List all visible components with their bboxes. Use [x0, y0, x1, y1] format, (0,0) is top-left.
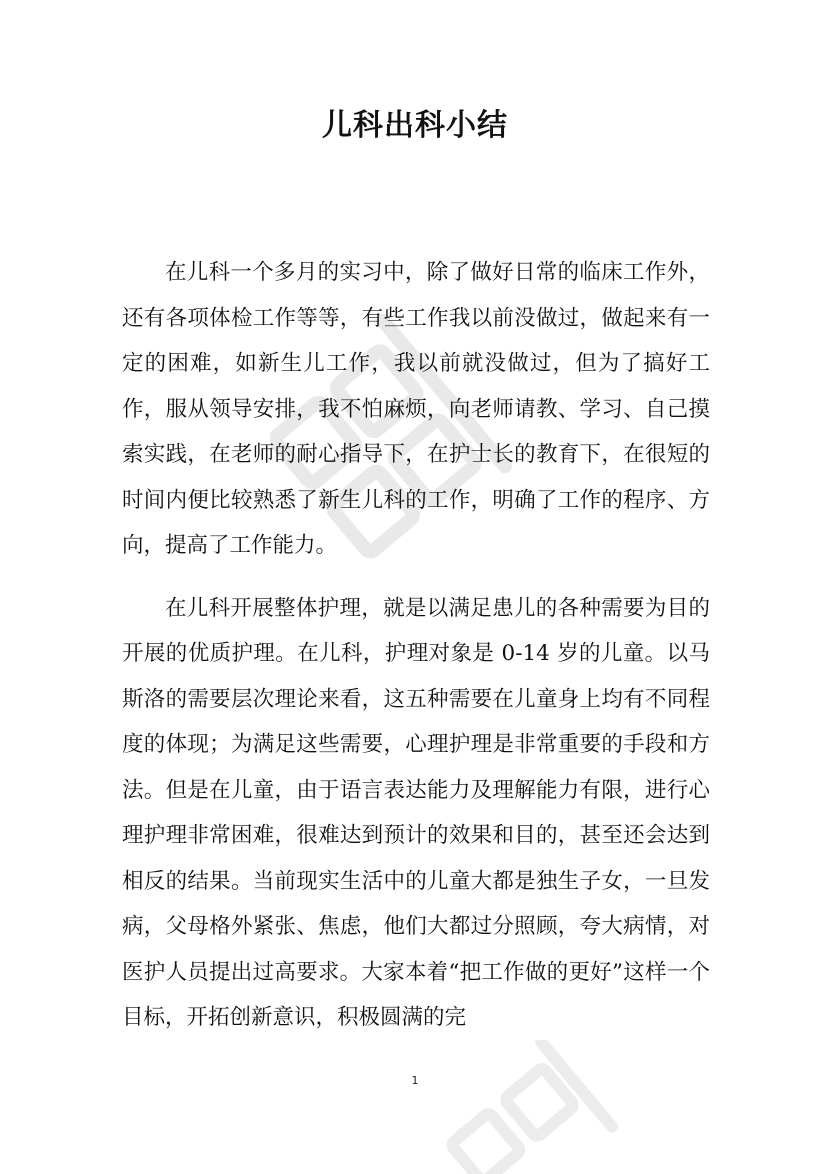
- page-number: 1: [411, 1074, 419, 1087]
- watermark-graphic-bottom: [430, 1040, 630, 1174]
- paragraph-2: 在儿科开展整体护理，就是以满足患儿的各种需要为目的开展的优质护理。在儿科，护理对象是 0-14 岁的儿童。以马斯洛的需要层次理论来看，这五种需要在儿童身上均有不同程度的体现；为满足这些需要，心理护理是非常重要的手段和方法。但是在儿童，由于语言表达能力及理解能力有限，进行心理护理非常困难，很难达到预计的效果和目的，甚至还会达到相反的结果。当前现实生活中的儿童大都是独生子女，一旦发病，父母格外紧张、焦虑，他们大都过分照顾，夸大病情，对医护人员提出过高要求。大家本着“把工作做的更好”这样一个目标，开拓创新意识，积极圆满的完: [122, 595, 710, 1030]
- document-title: 儿科出科小结: [322, 108, 508, 143]
- paragraph-1: 在儿科一个多月的实习中，除了做好日常的临床工作外，还有各项体检工作等等，有些工作我以前没做过，做起来有一定的困难，如新生儿工作，我以前就没做过，但为了搞好工作，服从领导安排，我不怕麻烦，向老师请教、学习、自己摸索实践，在老师的耐心指导下，在护士长的教育下，在很短的时间内便比较熟悉了新生儿科的工作，明确了工作的程序、方向，提高了工作能力。: [122, 260, 710, 558]
- document-body: [122, 250, 710, 1058]
